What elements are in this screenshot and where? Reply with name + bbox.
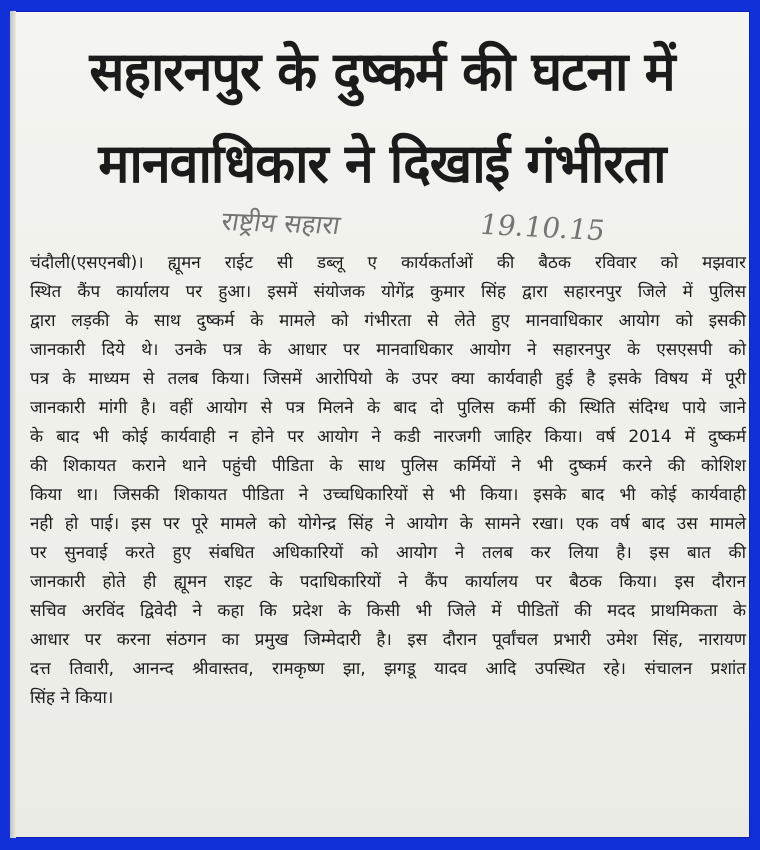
headline-line-2: मानवाधिकार ने दिखाई गंभीरता (98, 132, 666, 195)
article-line: की शिकायत कराने थाने पहुंची पीडिता के साथ पुलिस कर्मियों ने भी दुष्कर्म करने की कोशिश (30, 456, 746, 476)
article-line: सिंह ने किया। (30, 688, 114, 708)
handwritten-source-note: राष्ट्रीय सहारा (219, 207, 343, 241)
article-line: द्वारा लड़की के साथ दुष्कर्म के मामले को गंभीरता से लेते हुए मानवाधिकार आयोग को इसकी (30, 311, 746, 331)
article-line: पत्र के माध्यम से तलब किया। जिसमें आरोपियो के उपर क्या कार्यवाही हुई है इसके विषय में पूरी (30, 369, 746, 389)
article-line: दत्त तिवारी, आनन्द श्रीवास्तव, रामकृष्ण झा, झगडू यादव आदि उपस्थित रहे। संचालन प्रशांत (30, 659, 746, 679)
newspaper-clipping (10, 11, 750, 838)
paper-edge (10, 11, 16, 838)
article-line: पर सुनवाई करते हुए संबधित अधिकारियों को आयोग ने तलब कर लिया है। इस बात की (30, 543, 746, 563)
article-line: जानकारी दिये थे। उनके पत्र के आधार पर मानवाधिकार आयोग ने सहारनपुर के एसएसपी को (30, 340, 746, 360)
article-line: स्थित कैंप कार्यालय पर हुआ। इसमें संयोजक योगेंद्र कुमार सिंह द्वारा सहारनपुर जिले में पुलिस (30, 282, 746, 302)
article-line: जानकारी मांगी है। वहीं आयोग से पत्र मिलने के बाद दो पुलिस कर्मी की स्थिति संदिग्ध पाये जाने (30, 398, 746, 418)
article-line: सचिव अरविंद द्विवेदी ने कहा कि प्रदेश के किसी भी जिले में पीडितों की मदद प्राथमिकता के (30, 601, 746, 621)
article-line: जानकारी होते ही ह्यूमन राइट के पदाधिकारियों ने कैंप कार्यालय पर बैठक किया। इस दौरान (30, 572, 746, 592)
article-line: नही हो पाई। इस पर पूरे मामले को योगेन्द्र सिंह ने आयोग के सामने रखा। एक वर्ष बाद उस मामले (30, 514, 746, 534)
headline-line-1: सहारनपुर के दुष्कर्म की घटना में (89, 40, 675, 103)
article-body (30, 249, 746, 713)
article-line: चंदौली(एसएनबी)। ह्यूमन राईट सी डब्लू ए कार्यकर्ताओं की बैठक रविवार को मझवार (30, 253, 746, 273)
article-line: के बाद भी कोई कार्यवाही न होने पर आयोग ने कडी नारजगी जाहिर किया। वर्ष 2014 में दुष्कर्म (30, 427, 746, 447)
article-line: आधार पर करना संठगन का प्रमुख जिम्मेदारी है। इस दौरान पूर्वांचल प्रभारी उमेश सिंह, नारायण (30, 630, 746, 650)
article-line: किया था। जिसकी शिकायत पीडिता ने उच्चधिकारियों से भी किया। इसके बाद भी कोई कार्यवाही (30, 485, 746, 505)
handwritten-date-note: 19.10.15 (476, 207, 608, 248)
